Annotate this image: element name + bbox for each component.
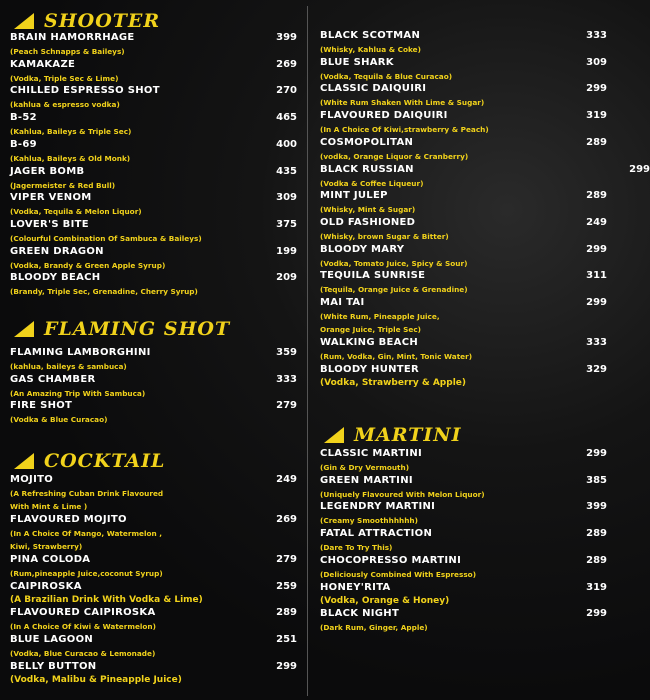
item-description: (Vodka, Malibu & Pineapple Juice) bbox=[10, 674, 182, 685]
item-name: VIPER VENOM bbox=[10, 192, 92, 204]
item-description: (Kahlua, Baileys & Triple Sec) bbox=[10, 127, 132, 137]
item-name: TEQUILA SUNRISE bbox=[320, 270, 426, 282]
item-name: BLACK NIGHT bbox=[320, 608, 400, 620]
item-price: 319 bbox=[586, 581, 607, 593]
item-description: (kahlua, baileys & sambuca) bbox=[10, 362, 127, 371]
item-description: (Rum,pineapple Juice,coconut Syrup) bbox=[10, 569, 163, 578]
item-description: (Kahlua, Baileys & Old Monk) bbox=[10, 153, 131, 163]
item-price: 309 bbox=[586, 56, 607, 68]
item-name: BELLY BUTTON bbox=[10, 660, 97, 672]
item-description: (Dark Rum, Ginger, Apple) bbox=[320, 623, 428, 633]
item-description: (Peach Schnapps & Baileys) bbox=[10, 47, 125, 56]
item-price: 259 bbox=[276, 580, 297, 592]
item-price: 270 bbox=[276, 85, 297, 97]
item-description: (Vodka, Tomato Juice, Spicy & Sour) bbox=[320, 258, 468, 268]
item-price: 333 bbox=[276, 373, 297, 385]
item-price: 289 bbox=[276, 607, 297, 619]
section-cocktail-header bbox=[14, 450, 165, 472]
item-name: HONEY'RITA bbox=[320, 581, 391, 593]
item-price: 385 bbox=[586, 474, 607, 486]
item-description: (In A Choice Of Kiwi,strawberry & Peach) bbox=[320, 125, 489, 135]
item-price: 249 bbox=[276, 474, 297, 485]
item-description: (White Rum, Pineapple Juice, bbox=[320, 312, 440, 321]
triangle-icon bbox=[14, 321, 34, 337]
item-price: 209 bbox=[276, 272, 297, 284]
item-price: 333 bbox=[586, 30, 607, 41]
item-description: (Rum, Vodka, Gin, Mint, Tonic Water) bbox=[320, 352, 473, 361]
item-name: MOJITO bbox=[10, 474, 54, 485]
item-price: 309 bbox=[276, 192, 297, 204]
item-price: 400 bbox=[276, 138, 297, 150]
item-name: MAI TAI bbox=[320, 297, 365, 308]
item-name: CLASSIC DAIQUIRI bbox=[320, 83, 427, 95]
item-description: (Deliciously Combined With Espresso) bbox=[320, 569, 477, 579]
item-description: (Brandy, Triple Sec, Grenadine, Cherry Syrup) bbox=[10, 287, 198, 297]
item-description: (In A Choice Of Mango, Watermelon , bbox=[10, 529, 163, 538]
item-name: CHILLED ESPRESSO SHOT bbox=[10, 85, 160, 97]
item-description: (Vodka & Blue Curacao) bbox=[10, 415, 108, 425]
item-description: (Uniquely Flavoured With Melon Liquor) bbox=[320, 489, 485, 499]
item-name: BLACK RUSSIAN bbox=[320, 163, 414, 175]
item-description: (Creamy Smoothhhhhh) bbox=[320, 516, 418, 526]
item-price: 199 bbox=[276, 245, 297, 257]
item-name: LOVER'S BITE bbox=[10, 218, 89, 230]
item-description: (An Amazing Trip With Sambuca) bbox=[10, 388, 146, 398]
item-description: (Vodka, Blue Curacao & Lemonade) bbox=[10, 649, 156, 659]
item-description: (A Refreshing Cuban Drink Flavoured bbox=[10, 489, 164, 498]
item-name: FLAVOURED MOJITO bbox=[10, 514, 127, 525]
item-description-line2: Orange Juice, Triple Sec) bbox=[320, 325, 421, 334]
item-price: 311 bbox=[586, 270, 607, 282]
item-description: (Colourful Combination Of Sambuca & Baileys) bbox=[10, 233, 202, 243]
item-price: 289 bbox=[586, 528, 607, 540]
item-description: (White Rum Shaken With Lime & Sugar) bbox=[320, 98, 485, 108]
item-name: OLD FASHIONED bbox=[320, 216, 416, 228]
item-name: BRAIN HAMORRHAGE bbox=[10, 32, 135, 43]
item-price: 269 bbox=[276, 58, 297, 70]
item-name: B-69 bbox=[10, 138, 37, 150]
item-price: 333 bbox=[586, 337, 607, 348]
section-martini-header bbox=[324, 424, 462, 446]
item-name: CLASSIC MARTINI bbox=[320, 448, 423, 459]
item-price: 399 bbox=[276, 32, 297, 43]
item-price: 279 bbox=[276, 400, 297, 412]
item-description: (vodka, Orange Liquor & Cranberry) bbox=[320, 151, 469, 161]
item-name: BLOODY MARY bbox=[320, 243, 405, 255]
item-description: (Gin & Dry Vermouth) bbox=[320, 463, 410, 472]
item-name: BLUE SHARK bbox=[320, 56, 394, 68]
item-name: JAGER BOMB bbox=[10, 165, 85, 177]
item-price: 399 bbox=[586, 501, 607, 513]
item-price: 465 bbox=[276, 112, 297, 124]
item-name: CAIPIROSKA bbox=[10, 580, 82, 592]
section-title: COCKTAIL bbox=[44, 450, 166, 472]
section-title: FLAMING SHOT bbox=[44, 318, 231, 340]
item-description: (A Brazilian Drink With Vodka & Lime) bbox=[10, 594, 203, 605]
item-description-line2: Kiwi, Strawberry) bbox=[10, 542, 83, 551]
item-price: 269 bbox=[276, 514, 297, 525]
item-name: CHOCOPRESSO MARTINI bbox=[320, 554, 462, 566]
item-price: 299 bbox=[586, 608, 607, 620]
item-description: (Tequila, Orange Juice & Grenadine) bbox=[320, 285, 468, 295]
item-name: MINT JULEP bbox=[320, 190, 388, 202]
item-price: 299 bbox=[586, 243, 607, 255]
item-description: (Vodka, Brandy & Green Apple Syrup) bbox=[10, 260, 166, 270]
item-name: BLUE LAGOON bbox=[10, 634, 94, 646]
item-description: (Jagermeister & Red Bull) bbox=[10, 180, 116, 190]
item-name: FATAL ATTRACTION bbox=[320, 528, 433, 540]
section-flaming-header bbox=[14, 318, 230, 340]
item-description: (Vodka, Triple Sec & Lime) bbox=[10, 73, 119, 83]
item-name: BLOODY HUNTER bbox=[320, 363, 420, 375]
item-description: (Vodka, Orange & Honey) bbox=[320, 595, 450, 606]
item-name: FLAMING LAMBORGHINI bbox=[10, 347, 151, 358]
item-price: 279 bbox=[276, 554, 297, 565]
item-name: COSMOPOLITAN bbox=[320, 136, 414, 148]
item-name: GREEN MARTINI bbox=[320, 474, 413, 486]
item-name: PINA COLODA bbox=[10, 554, 91, 565]
item-name: BLACK SCOTMAN bbox=[320, 30, 421, 41]
section-title: SHOOTER bbox=[44, 10, 161, 32]
item-price: 249 bbox=[586, 216, 607, 228]
item-price: 289 bbox=[586, 190, 607, 202]
column-divider bbox=[307, 6, 308, 696]
item-name: KAMAKAZE bbox=[10, 58, 76, 70]
item-name: LEGENDRY MARTINI bbox=[320, 501, 436, 513]
item-price: 329 bbox=[586, 363, 607, 375]
item-name: B-52 bbox=[10, 112, 37, 124]
item-name: FIRE SHOT bbox=[10, 400, 73, 412]
item-description: (Whisky, Mint & Sugar) bbox=[320, 205, 416, 215]
item-name: FLAVOURED DAIQUIRI bbox=[320, 110, 448, 122]
item-price: 375 bbox=[276, 218, 297, 230]
item-price: 289 bbox=[586, 136, 607, 148]
item-description: (Vodka & Coffee Liqueur) bbox=[320, 178, 424, 188]
section-title: MARTINI bbox=[354, 424, 462, 446]
item-name: FLAVOURED CAIPIROSKA bbox=[10, 607, 156, 619]
item-description: (In A Choice Of Kiwi & Watermelon) bbox=[10, 622, 156, 632]
triangle-icon bbox=[14, 13, 34, 29]
item-description: (Vodka, Tequila & Melon Liquor) bbox=[10, 207, 142, 217]
item-price: 299 bbox=[586, 448, 607, 459]
item-name: GAS CHAMBER bbox=[10, 373, 96, 385]
item-name: BLOODY BEACH bbox=[10, 272, 101, 284]
item-price: 289 bbox=[586, 554, 607, 566]
item-description: (Dare To Try This) bbox=[320, 543, 393, 553]
item-name: WALKING BEACH bbox=[320, 337, 419, 348]
item-price: 299 bbox=[276, 660, 297, 672]
item-price: 299 bbox=[586, 297, 607, 308]
item-description: (Vodka, Strawberry & Apple) bbox=[320, 377, 466, 388]
item-price: 299 bbox=[586, 83, 607, 95]
item-description: (Whisky, Kahlua & Coke) bbox=[320, 45, 421, 54]
section-shooter-header bbox=[14, 10, 160, 32]
item-price: 251 bbox=[276, 634, 297, 646]
item-description: (Vodka, Tequila & Blue Curacao) bbox=[320, 71, 453, 81]
triangle-icon bbox=[324, 427, 344, 443]
triangle-icon bbox=[14, 453, 34, 469]
item-name: GREEN DRAGON bbox=[10, 245, 104, 257]
item-price: 435 bbox=[276, 165, 297, 177]
item-description: (Whisky, brown Sugar & Bitter) bbox=[320, 231, 449, 241]
item-price: 359 bbox=[276, 347, 297, 358]
item-price: 299 bbox=[629, 163, 650, 175]
item-description-line2: With Mint & Lime ) bbox=[10, 502, 88, 511]
item-description: (kahlua & espresso vodka) bbox=[10, 100, 120, 110]
item-price: 319 bbox=[586, 110, 607, 122]
